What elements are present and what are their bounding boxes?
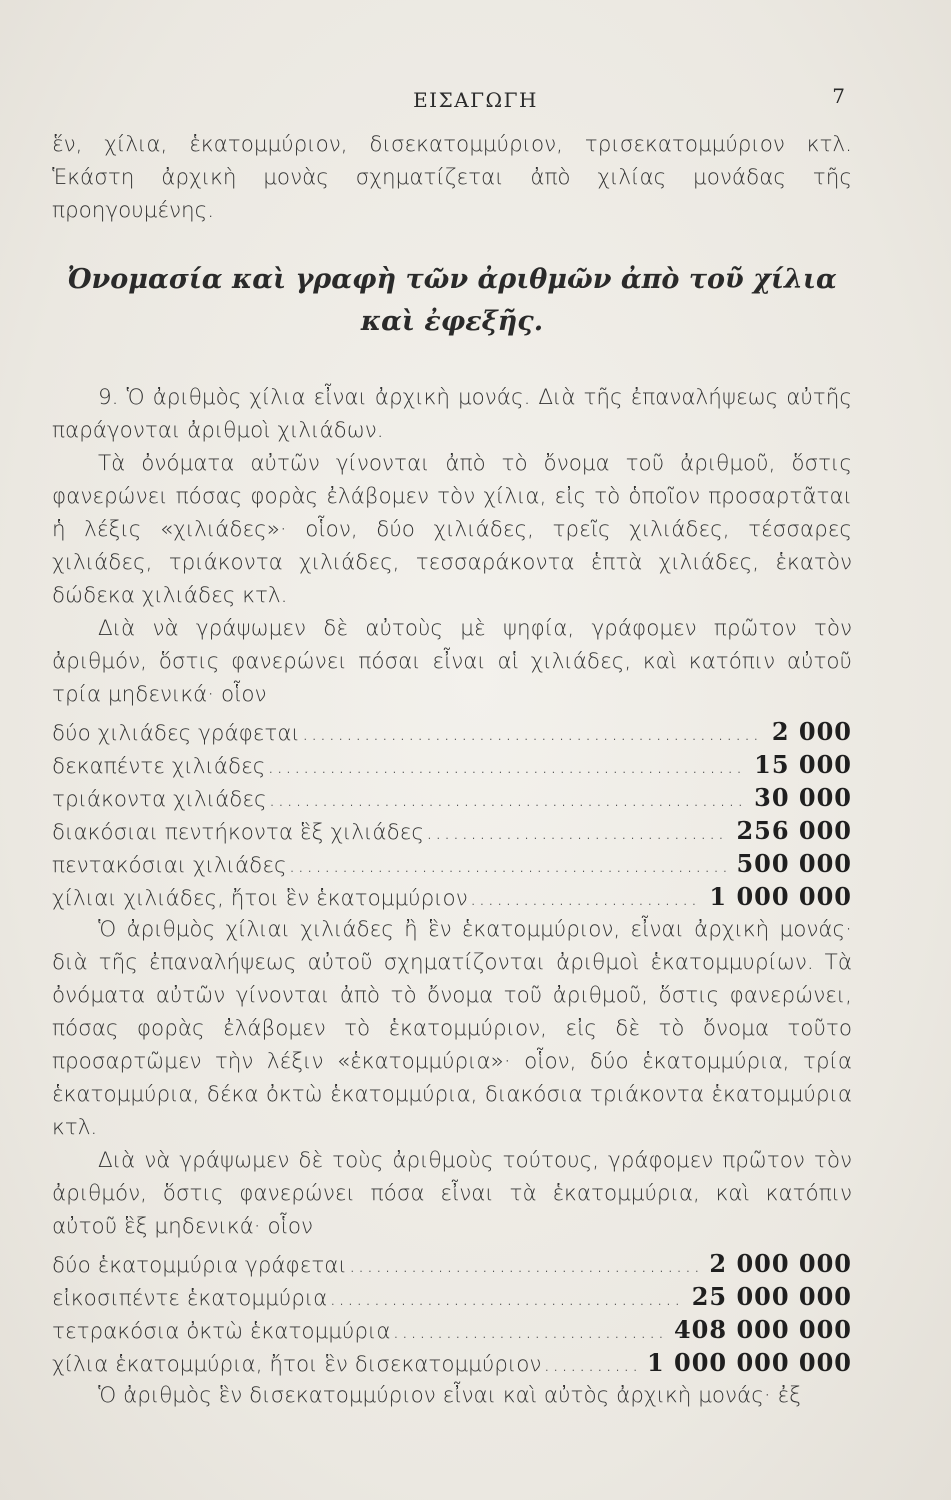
table-row xyxy=(52,1280,852,1313)
row-value: 1 000 000 xyxy=(709,882,852,911)
table-row xyxy=(52,847,852,880)
row-value: 15 000 xyxy=(754,750,852,779)
millions-paragraph-1: Ὁ ἀριθμὸς χίλιαι χιλιάδες ἢ ἓν ἑκατομμύριον, εἶναι ἀρχικὴ μονάς· διὰ τῆς ἐπαναλήψεως αὐτοῦ σχηματίζονται ἀριθμοὶ ἑκατομμυρίων. Τὰ ὀνόματα αὐτῶν γίνονται ἀπὸ τὸ ὄνομα τοῦ ἀριθμοῦ, ὅστις φανερώνει, πόσας φορὰς ἐλάβομεν τὸ ἑκατομμύριον, εἰς δὲ τὸ ὄνομα τοῦτο προσαρτῶμεν τὴν λέξιν «ἑκατομμύρια»· οἷον, δύο ἑκατομμύρια, τρία ἑκατομμύρια, δέκα ὀκτὼ ἑκατομμύρια, διακόσια τριάκοντα ἑκατομμύρια κτλ. xyxy=(52,917,852,1140)
dot-leader xyxy=(302,717,764,750)
dot-leader xyxy=(269,783,747,816)
dot-leader xyxy=(543,1348,639,1381)
running-head: ΕΙΣΑΓΩΓΗ xyxy=(413,88,538,112)
row-label: πεντακόσιαι χιλιάδες xyxy=(52,853,287,878)
row-label: δεκαπέντε χιλιάδες xyxy=(52,754,266,779)
millions-table xyxy=(52,1247,852,1379)
section-heading-line-2: καὶ ἐφεξῆς. xyxy=(360,306,544,337)
row-label: τετρακόσια ὀκτὼ ἑκατομμύρια xyxy=(52,1319,391,1344)
table-row xyxy=(52,1247,852,1280)
row-label: δύο χιλιάδες γράφεται xyxy=(52,721,300,746)
dot-leader xyxy=(267,750,746,783)
table-row xyxy=(52,880,852,913)
row-value: 408 000 000 xyxy=(673,1315,852,1344)
table-row xyxy=(52,715,852,748)
table-row xyxy=(52,1313,852,1346)
dot-leader xyxy=(349,1249,702,1282)
row-value: 2 000 000 xyxy=(709,1249,852,1278)
section-9-paragraph-3: Διὰ νὰ γράψωμεν δὲ αὐτοὺς μὲ ψηφία, γράφομεν πρῶτον τὸν ἀριθμόν, ὅστις φανερώνει πόσαι εἶναι αἱ χιλιάδες, καὶ κατόπιν αὐτοῦ τρία μηδενικά· οἷον xyxy=(52,616,852,707)
table-row xyxy=(52,781,852,814)
dot-leader xyxy=(426,816,728,849)
row-label: εἰκοσιπέντε ἑκατομμύρια xyxy=(52,1286,328,1311)
row-value: 30 000 xyxy=(754,783,852,812)
row-label: διακόσιαι πεντήκοντα ἓξ χιλιάδες xyxy=(52,820,424,845)
intro-paragraph: ἕν, χίλια, ἑκατομμύριον, δισεκατομμύριον, τρισεκατομμύριον κτλ. Ἑκάστη ἀρχικὴ μονὰς σχηματίζεται ἀπὸ χιλίας μονάδας τῆς προηγουμένης. xyxy=(52,132,852,223)
row-value: 1 000 000 000 xyxy=(646,1348,852,1377)
dot-leader xyxy=(289,849,729,882)
table-row xyxy=(52,814,852,847)
table-row xyxy=(52,1346,852,1379)
page-number: 7 xyxy=(832,84,845,108)
row-label: δύο ἑκατομμύρια γράφεται xyxy=(52,1253,347,1278)
millions-paragraph-2: Διὰ νὰ γράψωμεν δὲ τοὺς ἀριθμοὺς τούτους, γράφομεν πρῶτον τὸν ἀριθμόν, ὅστις φανερώνει πόσα εἶναι τὰ ἑκατομμύρια, καὶ κατόπιν αὐτοῦ ἓξ μηδενικά· οἷον xyxy=(52,1148,852,1239)
row-label: χίλιαι χιλιάδες, ἤτοι ἓν ἑκατομμύριον xyxy=(52,886,468,911)
section-heading xyxy=(52,259,852,343)
table-row xyxy=(52,748,852,781)
dot-leader xyxy=(329,1282,683,1315)
dot-leader xyxy=(393,1315,666,1348)
section-9-paragraph-2: Τὰ ὀνόματα αὐτῶν γίνονται ἀπὸ τὸ ὄνομα τοῦ ἀριθμοῦ, ὅστις φανερώνει πόσας φορὰς ἐλάβομεν τὸν χίλια, εἰς τὸ ὁποῖον προσαρτᾶται ἡ λέξις «χιλιάδες»· οἷον, δύο χιλιάδες, τρεῖς χιλιάδες, τέσσαρες χιλιάδες, τριάκοντα χιλιάδες, τεσσαράκοντα ἑπτὰ χιλιάδες, ἑκατὸν δώδεκα χιλιάδες κτλ. xyxy=(52,451,852,608)
row-value: 256 000 xyxy=(736,816,852,845)
section-heading-line-1: Ὀνομασία καὶ γραφὴ τῶν ἀριθμῶν ἀπὸ τοῦ χίλια xyxy=(67,264,837,295)
page-body xyxy=(52,128,852,1412)
row-label: χίλια ἑκατομμύρια, ἤτοι ἓν δισεκατομμύριον xyxy=(52,1352,542,1377)
row-value: 500 000 xyxy=(736,849,852,878)
thousands-table xyxy=(52,715,852,913)
row-value: 25 000 000 xyxy=(691,1282,852,1311)
closing-paragraph: Ὁ ἀριθμὸς ἓν δισεκατομμύριον εἶναι καὶ αὐτὸς ἀρχικὴ μονάς· ἐξ xyxy=(98,1383,802,1408)
section-9-paragraph-1: 9. Ὁ ἀριθμὸς χίλια εἶναι ἀρχικὴ μονάς. Διὰ τῆς ἐπαναλήψεως αὐτῆς παράγονται ἀριθμοὶ χιλιάδων. xyxy=(52,385,852,443)
dot-leader xyxy=(470,882,702,915)
row-value: 2 000 xyxy=(771,717,852,746)
row-label: τριάκοντα χιλιάδες xyxy=(52,787,267,812)
